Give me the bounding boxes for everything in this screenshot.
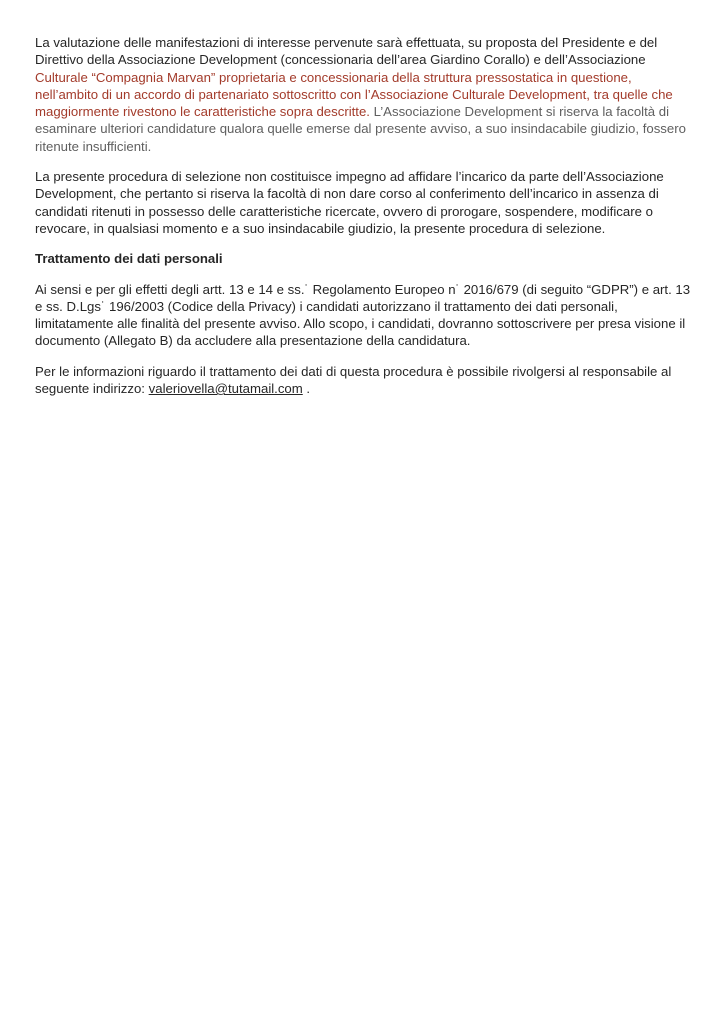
email-link[interactable]: valeriovella@tutamail.com: [148, 381, 303, 397]
paragraph-evaluation-red-run: Culturale “Compagnia Marvan” proprietaria e concessionaria della struttura pressostatica in questione, nell’ambito di un accordo di partenariato sottoscritto con l’Associazione Culturale Development, tra quelle che maggiormente rivestono le caratteristiche sopra descritte.: [35, 69, 673, 120]
paragraph-contact: [35, 363, 693, 398]
paragraph-evaluation: [35, 34, 693, 155]
heading-privacy: Trattamento dei dati personali: [35, 251, 223, 267]
document-body: [35, 34, 693, 397]
paragraph-evaluation-gray-run: L’Associazione Development si riserva la facoltà di esaminare ulteriori candidature qualora quelle emerse dal presente avviso, a suo insindacabile giudizio, fossero ritenute insufficienti.: [35, 104, 686, 154]
paragraph-contact-trailing-text: .: [302, 381, 311, 397]
paragraph-gdpr: Ai sensi e per gli effetti degli artt. 13 e 14 e ss.˙ Regolamento Europeo n˙ 2016/679 (di seguito “GDPR”) e art. 13 e ss. D.Lgs˙ 196/2003 (Codice della Privacy) i candidati autorizzano il trattamento dei dati personali, limitatamente alle finalità del presente avviso. Allo scopo, i candidati, dovranno sottoscrivere per presa visione il documento (Allegato B) da accludere alla presentazione della candidatura.: [35, 281, 691, 349]
paragraph-procedure: La presente procedura di selezione non costituisce impegno ad affidare l’incarico da parte dell’Associazione Development, che pertanto si riserva la facoltà di non dare corso al conferimento dell’incarico in assenza di candidati ritenuti in possesso delle caratteristiche ricercate, ovvero di prorogare, sospendere, modificare o revocare, in qualsiasi momento e a suo insindacabile giudizio, la presente procedura di selezione.: [35, 169, 664, 236]
paragraph-evaluation-black-run: La valutazione delle manifestazioni di interesse pervenute sarà effettuata, su proposta del Presidente e del Direttivo della Associazione Development (concessionaria dell’area Giardino Corallo) e dell’Associazione: [35, 35, 658, 68]
paragraph-contact-text: Per le informazioni riguardo il trattamento dei dati di questa procedura è possibile rivolgersi al responsabile al seguente indirizzo:: [35, 363, 672, 397]
